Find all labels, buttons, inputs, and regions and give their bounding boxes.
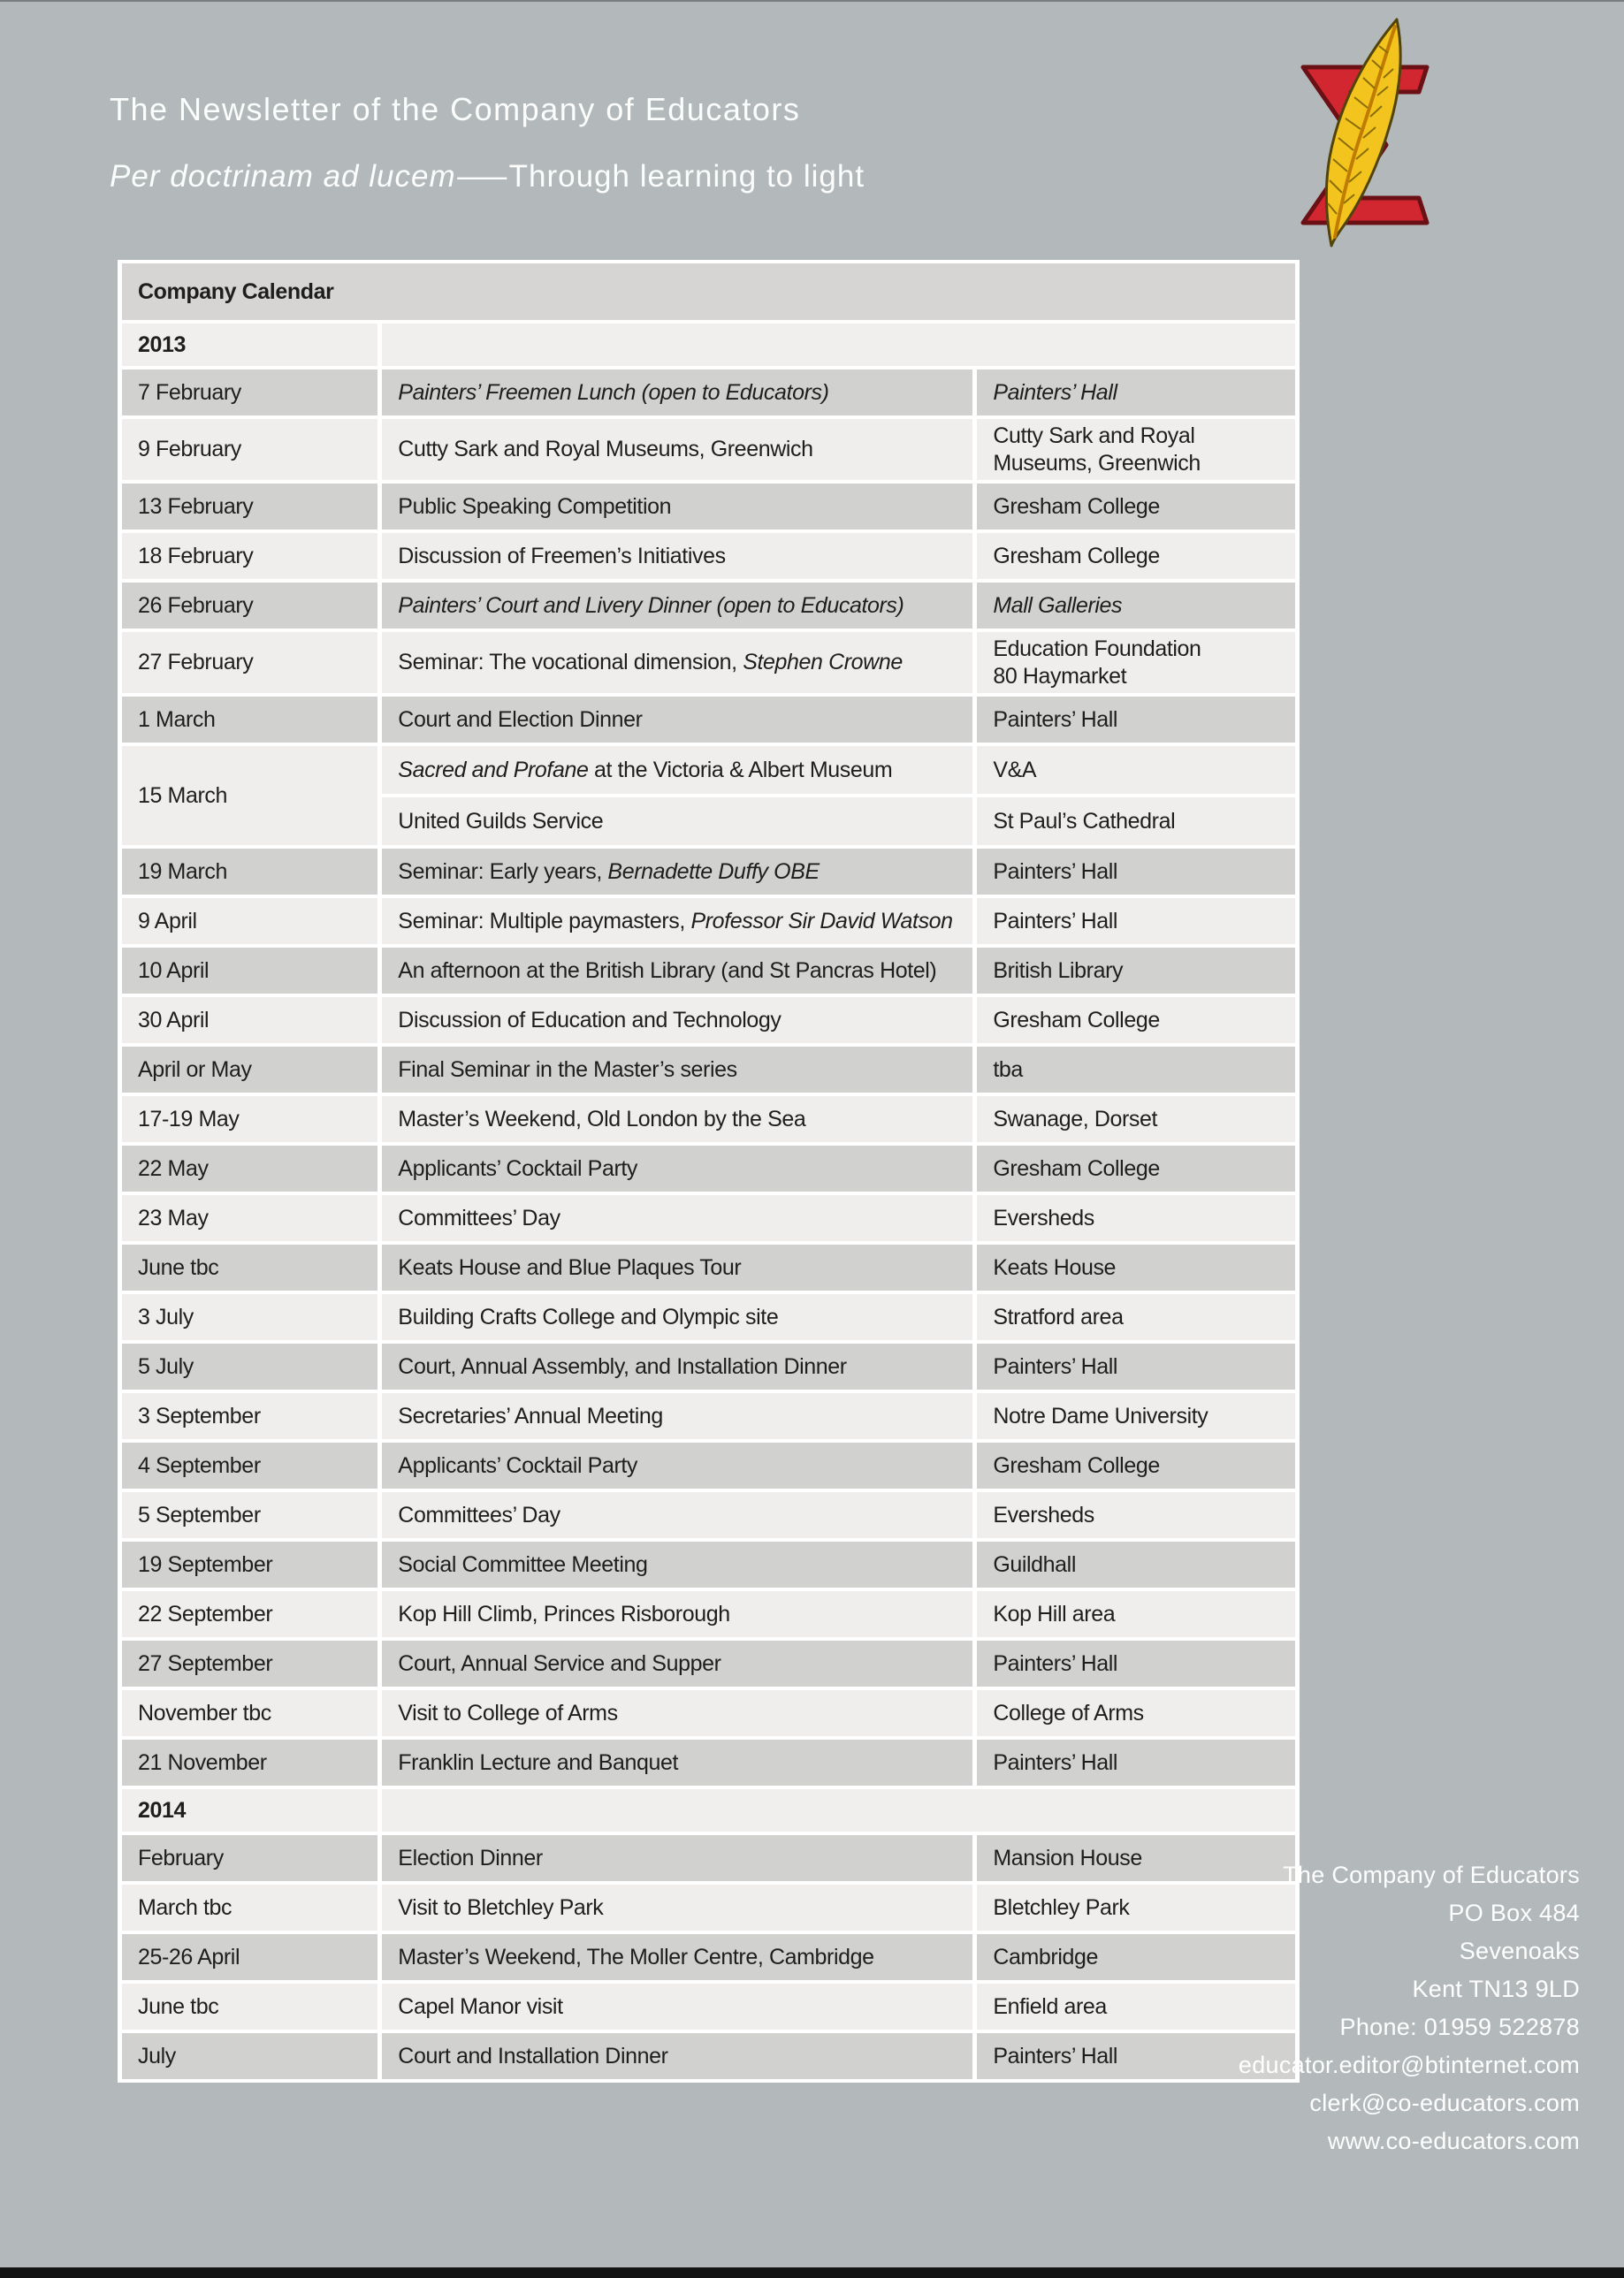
date-cell: November tbc <box>122 1690 377 1736</box>
date-cell: 19 March <box>122 849 377 895</box>
text: V&A <box>993 757 1037 782</box>
italic-text: Sacred and Profane <box>398 757 589 782</box>
event-cell <box>382 533 972 579</box>
text: Master’s Weekend, Old London by the Sea <box>398 1106 806 1131</box>
text: Gresham College <box>993 1007 1160 1032</box>
text: Seminar: The vocational dimension, <box>398 650 743 675</box>
text: Education Foundation <box>993 636 1201 661</box>
event-cell <box>382 1542 972 1588</box>
date-cell: 9 April <box>122 898 377 944</box>
location-cell <box>977 1641 1295 1687</box>
text: Guildhall <box>993 1551 1076 1577</box>
text: Committees’ Day <box>398 1205 560 1230</box>
location-cell <box>977 1344 1295 1390</box>
date-cell: 18 February <box>122 533 377 579</box>
event-cell <box>382 997 972 1043</box>
location-cell <box>977 849 1295 895</box>
text: Visit to College of Arms <box>398 1700 618 1726</box>
event-cell <box>382 1591 972 1637</box>
date-cell: April or May <box>122 1047 377 1093</box>
text: Capel Manor visit <box>398 1993 563 2019</box>
calendar-year-row <box>122 324 1295 366</box>
calendar-event-row <box>122 484 1295 530</box>
motto-dash: — <box>456 158 508 194</box>
text: Court and Election Dinner <box>398 706 643 732</box>
text: Eversheds <box>993 1205 1094 1230</box>
italic-text: Painters’ Court and Livery Dinner (open to Educators) <box>398 592 904 618</box>
event-cell <box>382 948 972 994</box>
calendar-title: Company Calendar <box>122 263 1295 320</box>
text: Applicants’ Cocktail Party <box>398 1452 638 1478</box>
text: Painters’ Hall <box>993 1650 1118 1676</box>
calendar-event-row <box>122 370 1295 415</box>
calendar-event-row <box>122 1740 1295 1786</box>
event-cell <box>382 583 972 629</box>
text: Discussion of Education and Technology <box>398 1007 782 1032</box>
location-cell <box>977 1096 1295 1142</box>
italic-text: Painters’ Hall <box>993 379 1117 405</box>
italic-text: Professor Sir David Watson <box>690 908 953 933</box>
text: Applicants’ Cocktail Party <box>398 1155 638 1181</box>
date-cell: 30 April <box>122 997 377 1043</box>
contact-po-box: PO Box 484 <box>1448 1900 1580 1926</box>
calendar-event-row <box>122 1047 1295 1093</box>
date-cell: July <box>122 2033 377 2079</box>
text: Enfield area <box>993 1993 1107 2019</box>
text: Keats House and Blue Plaques Tour <box>398 1254 742 1280</box>
date-cell: 9 February <box>122 419 377 480</box>
calendar-event-row <box>122 697 1295 743</box>
location-cell <box>977 1047 1295 1093</box>
calendar-event-row <box>122 1393 1295 1439</box>
text: Kop Hill Climb, Princes Risborough <box>398 1601 730 1627</box>
location-cell <box>977 1591 1295 1637</box>
location-cell <box>977 1393 1295 1439</box>
text: Seminar: Early years, <box>398 858 608 884</box>
calendar-event-row <box>122 1934 1295 1980</box>
contact-phone: Phone: 01959 522878 <box>1339 2014 1580 2040</box>
location-cell <box>977 1492 1295 1538</box>
event-cell <box>382 697 972 743</box>
text: Eversheds <box>993 1502 1094 1528</box>
date-cell: February <box>122 1835 377 1881</box>
calendar-event-row <box>122 1641 1295 1687</box>
text: Keats House <box>993 1254 1117 1280</box>
text: Election Dinner <box>398 1845 543 1870</box>
location-cell <box>977 898 1295 944</box>
text: Discussion of Freemen’s Initiatives <box>398 543 726 568</box>
text: An afternoon at the British Library (and St Pancras Hotel) <box>398 957 937 983</box>
event-cell <box>382 746 972 794</box>
location-cell <box>977 419 1295 480</box>
event-cell <box>382 1492 972 1538</box>
calendar-event-row <box>122 1096 1295 1142</box>
event-cell <box>382 484 972 530</box>
event-cell <box>382 1740 972 1786</box>
calendar-event-row <box>122 1885 1295 1931</box>
text: Franklin Lecture and Banquet <box>398 1749 679 1775</box>
event-cell <box>382 1835 972 1881</box>
date-cell: June tbc <box>122 1245 377 1291</box>
text: Swanage, Dorset <box>993 1106 1158 1131</box>
event-cell <box>382 898 972 944</box>
calendar-event-row <box>122 1591 1295 1637</box>
text: Notre Dame University <box>993 1403 1208 1429</box>
text: Court, Annual Service and Supper <box>398 1650 721 1676</box>
calendar-event-row <box>122 1344 1295 1390</box>
italic-text: Bernadette Duffy OBE <box>607 858 820 884</box>
year-label: 2014 <box>122 1789 377 1832</box>
location-cell <box>977 1690 1295 1736</box>
text: Seminar: Multiple paymasters, <box>398 908 691 933</box>
calendar-event-row <box>122 1146 1295 1192</box>
date-cell: 25-26 April <box>122 1934 377 1980</box>
date-cell: 3 July <box>122 1294 377 1340</box>
text: Court and Installation Dinner <box>398 2043 668 2068</box>
date-cell: 22 May <box>122 1146 377 1192</box>
calendar-event-row <box>122 632 1295 693</box>
text: College of Arms <box>993 1700 1144 1726</box>
location-cell <box>977 1146 1295 1192</box>
text: tba <box>993 1056 1023 1082</box>
calendar-event-row <box>122 1835 1295 1881</box>
text: British Library <box>993 957 1124 983</box>
masthead-title: The Newsletter of the Company of Educators <box>110 91 801 127</box>
event-cell <box>382 1984 972 2030</box>
event-cell <box>382 1146 972 1192</box>
event-cell <box>382 1294 972 1340</box>
text: Committees’ Day <box>398 1502 560 1528</box>
text: Gresham College <box>993 543 1160 568</box>
text: Social Committee Meeting <box>398 1551 648 1577</box>
text: Painters’ Hall <box>993 1749 1118 1775</box>
text: Bletchley Park <box>993 1894 1130 1920</box>
text: at the Victoria & Albert Museum <box>588 757 893 782</box>
year-row-filler <box>382 324 1295 366</box>
italic-text: Stephen Crowne <box>743 650 903 675</box>
masthead <box>110 92 865 194</box>
location-cell <box>977 533 1295 579</box>
date-cell: 17-19 May <box>122 1096 377 1142</box>
contact-website[interactable]: www.co-educators.com <box>1327 2128 1580 2154</box>
event-cell <box>382 1443 972 1489</box>
calendar-event-row <box>122 1294 1295 1340</box>
calendar-year-row <box>122 1789 1295 1832</box>
text: Kop Hill area <box>993 1601 1116 1627</box>
calendar-event-row <box>122 849 1295 895</box>
date-cell: 23 May <box>122 1195 377 1241</box>
location-cell <box>977 1294 1295 1340</box>
event-cell <box>382 1047 972 1093</box>
event-cell <box>382 1195 972 1241</box>
location-cell <box>977 632 1295 693</box>
event-cell <box>382 1096 972 1142</box>
event-cell <box>382 797 972 845</box>
year-label: 2013 <box>122 324 377 366</box>
event-cell <box>382 1934 972 1980</box>
date-cell: 5 July <box>122 1344 377 1390</box>
event-cell <box>382 2033 972 2079</box>
date-cell: 4 September <box>122 1443 377 1489</box>
text: 80 Haymarket <box>993 663 1127 689</box>
calendar-event-row <box>122 583 1295 629</box>
event-cell <box>382 1245 972 1291</box>
date-cell: 22 September <box>122 1591 377 1637</box>
calendar-event-row <box>122 997 1295 1043</box>
company-calendar <box>118 260 1300 2083</box>
date-cell: 15 March <box>122 746 377 845</box>
date-cell: 19 September <box>122 1542 377 1588</box>
sigma-quill-icon <box>1289 14 1446 251</box>
text: Mansion House <box>993 1845 1142 1870</box>
text: Painters’ Hall <box>993 706 1118 732</box>
text: St Paul’s Cathedral <box>993 808 1176 834</box>
event-cell <box>382 370 972 415</box>
text: Gresham College <box>993 493 1160 519</box>
date-cell: 21 November <box>122 1740 377 1786</box>
year-row-filler <box>382 1789 1295 1832</box>
event-cell <box>382 1885 972 1931</box>
italic-text: Painters’ Freemen Lunch (open to Educators) <box>398 379 829 405</box>
date-cell: 3 September <box>122 1393 377 1439</box>
text: Gresham College <box>993 1452 1160 1478</box>
calendar-event-row <box>122 1690 1295 1736</box>
location-cell <box>977 1542 1295 1588</box>
location-cell <box>977 1195 1295 1241</box>
location-cell <box>977 484 1295 530</box>
location-cell <box>977 583 1295 629</box>
text: Cutty Sark and Royal Museums, Greenwich <box>398 437 813 462</box>
text: Building Crafts College and Olympic site <box>398 1304 779 1329</box>
location-cell <box>977 1245 1295 1291</box>
text: Master’s Weekend, The Moller Centre, Cambridge <box>398 1944 874 1969</box>
contact-town: Sevenoaks <box>1459 1938 1580 1964</box>
calendar-title-row <box>122 263 1295 320</box>
text: Public Speaking Competition <box>398 493 672 519</box>
text: Court, Annual Assembly, and Installation Dinner <box>398 1353 847 1379</box>
calendar-event-row <box>122 746 1295 794</box>
event-cell <box>382 1641 972 1687</box>
italic-text: Mall Galleries <box>993 592 1123 618</box>
text: United Guilds Service <box>398 808 604 834</box>
calendar-event-row <box>122 533 1295 579</box>
location-cell <box>977 997 1295 1043</box>
motto-translation: Through learning to light <box>508 158 865 194</box>
event-cell <box>382 419 972 480</box>
text: Painters’ Hall <box>993 2043 1118 2068</box>
event-cell <box>382 1393 972 1439</box>
event-cell <box>382 849 972 895</box>
location-cell <box>977 746 1295 794</box>
location-cell <box>977 1740 1295 1786</box>
date-cell: 27 September <box>122 1641 377 1687</box>
date-cell: 27 February <box>122 632 377 693</box>
text: Painters’ Hall <box>993 908 1118 933</box>
date-cell: June tbc <box>122 1984 377 2030</box>
contact-clerk-email[interactable]: clerk@co-educators.com <box>1309 2090 1580 2116</box>
contact-postcode: Kent TN13 9LD <box>1412 1976 1580 2002</box>
contact-org-name: The Company of Educators <box>1283 1862 1580 1888</box>
date-cell: 10 April <box>122 948 377 994</box>
calendar-event-row <box>122 898 1295 944</box>
motto-latin: Per doctrinam ad lucem <box>110 158 456 194</box>
text: Final Seminar in the Master’s series <box>398 1056 737 1082</box>
company-logo <box>1289 14 1446 251</box>
calendar-event-row <box>122 1245 1295 1291</box>
text: Painters’ Hall <box>993 1353 1118 1379</box>
contact-editor-email[interactable]: educator.editor@btinternet.com <box>1238 2052 1580 2078</box>
text: Cutty Sark and Royal Museums, Greenwich <box>993 423 1201 476</box>
location-cell <box>977 1443 1295 1489</box>
calendar-event-row <box>122 1984 1295 2030</box>
contact-block <box>1239 1856 1580 2160</box>
date-cell: 13 February <box>122 484 377 530</box>
calendar-event-row <box>122 1195 1295 1241</box>
calendar-event-row <box>122 948 1295 994</box>
date-cell: March tbc <box>122 1885 377 1931</box>
date-cell: 1 March <box>122 697 377 743</box>
location-cell <box>977 370 1295 415</box>
event-cell <box>382 1344 972 1390</box>
text: Cambridge <box>993 1944 1098 1969</box>
calendar-table <box>118 260 1300 2083</box>
date-cell: 26 February <box>122 583 377 629</box>
calendar-event-row <box>122 1492 1295 1538</box>
calendar-event-row <box>122 1542 1295 1588</box>
date-cell: 5 September <box>122 1492 377 1538</box>
event-cell <box>382 632 972 693</box>
event-cell <box>382 1690 972 1736</box>
text: Painters’ Hall <box>993 858 1118 884</box>
page-bottom-edge <box>0 2267 1624 2278</box>
location-cell <box>977 697 1295 743</box>
calendar-event-row <box>122 419 1295 480</box>
text: Stratford area <box>993 1304 1124 1329</box>
text: Visit to Bletchley Park <box>398 1894 604 1920</box>
location-cell <box>977 797 1295 845</box>
text: Secretaries’ Annual Meeting <box>398 1403 663 1429</box>
calendar-event-row <box>122 2033 1295 2079</box>
calendar-event-row <box>122 1443 1295 1489</box>
masthead-motto <box>110 159 865 194</box>
text: Gresham College <box>993 1155 1160 1181</box>
date-cell: 7 February <box>122 370 377 415</box>
location-cell <box>977 948 1295 994</box>
